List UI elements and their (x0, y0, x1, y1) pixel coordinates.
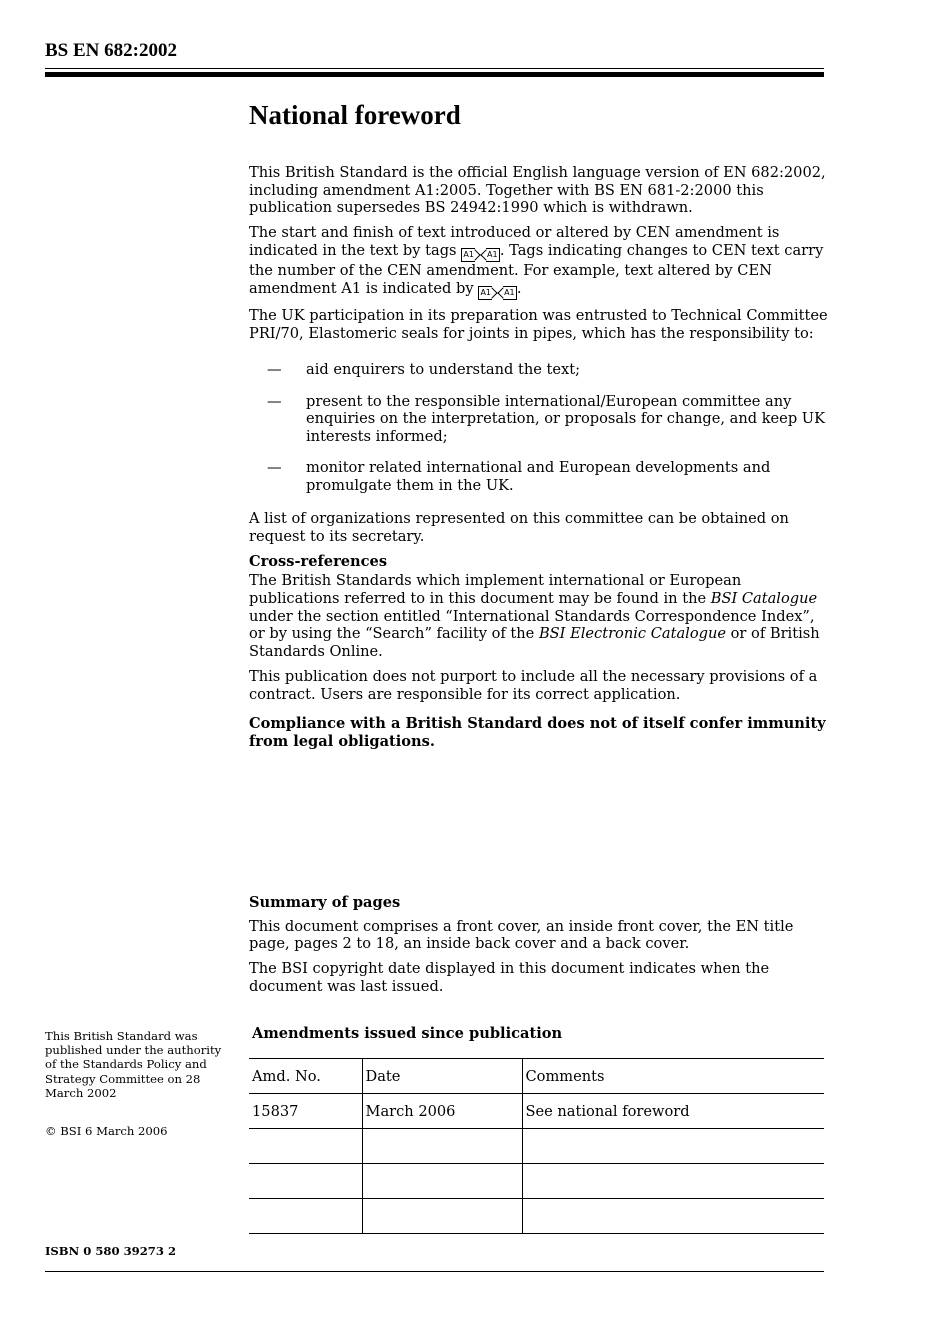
summary-section (249, 894, 829, 1003)
comments-cell (522, 1164, 824, 1199)
committee-paragraph: The UK participation in its preparation was entrusted to Technical Committee PRI/70, Elastomeric seals for joints in pipes, which has the responsibility to: (249, 307, 828, 342)
document-id: BS EN 682:2002 (45, 40, 177, 61)
list-item-text: monitor related international and European developments and promulgate them in the UK. (306, 458, 771, 494)
tags-text-2: . Tags indicating changes to CEN text carry the number of the CEN amendment. For example, text altered by CEN amendment A1 is indicated by (249, 241, 824, 297)
amd-no-cell (249, 1129, 362, 1164)
header-rule-thin (45, 68, 824, 69)
amendments-table (249, 1058, 824, 1234)
bsi-electronic-catalogue-title: BSI Electronic Catalogue (538, 625, 726, 643)
comments-cell (522, 1129, 824, 1164)
dash-bullet: — (267, 361, 282, 379)
list-item (249, 393, 829, 446)
dash-bullet: — (267, 392, 282, 410)
header-rule-thick (45, 72, 824, 77)
xref-text-b: under the section entitled “International Standards Correspondence Index”, or by using the “Search” facility of the (249, 607, 815, 643)
dash-bullet: — (267, 458, 282, 476)
footer-rule (45, 1271, 824, 1272)
amendment-open-tag-icon: A1 (478, 286, 492, 300)
isbn: ISBN 0 580 39273 2 (45, 1244, 177, 1258)
amendment-tags-paragraph (249, 224, 829, 299)
column-header-amd-no: Amd. No. (249, 1059, 362, 1094)
amendment-close-tag-icon: A1 (503, 286, 517, 300)
xref-text-c: or of British Standards Online. (249, 625, 820, 660)
list-item (249, 361, 829, 379)
comments-cell: See national foreword (522, 1094, 824, 1129)
amd-no-cell (249, 1164, 362, 1199)
column-header-date: Date (362, 1059, 522, 1094)
date-cell: March 2006 (362, 1094, 522, 1129)
tags-text-3: . (516, 279, 522, 297)
table-row (249, 1199, 824, 1234)
publication-note: This British Standard was published under the authority of the Standards Policy and Strategy Committee on 28 March 2002 (45, 1029, 222, 1100)
list-item-text: present to the responsible international/European committee any enquiries on the interpretation, or proposals for change, and keep UK interests informed; (306, 392, 826, 445)
provisions-paragraph: This publication does not purport to include all the necessary provisions of a contract. Users are responsible for its correct application. (249, 668, 818, 703)
date-cell (362, 1199, 522, 1234)
amendments-table-title: Amendments issued since publication (252, 1025, 563, 1042)
compliance-statement: Compliance with a British Standard does not of itself confer immunity from legal obligations. (249, 715, 826, 750)
foreword-body (249, 164, 829, 758)
date-cell (362, 1164, 522, 1199)
table-header-row (249, 1059, 824, 1094)
amendment-close-tag-icon: A1 (486, 248, 500, 262)
amd-no-cell (249, 1199, 362, 1234)
list-item (249, 459, 829, 494)
tags-text-1: The start and finish of text introduced or altered by CEN amendment is indicated in the text by tags (249, 224, 780, 259)
page-title: National foreword (249, 100, 461, 130)
intro-paragraph: This British Standard is the official English language version of EN 682:2002, including amendment A1:2005. Together with BS EN 681-2:2000 this publication supersedes BS 24942:1990 which is withdrawn. (249, 164, 826, 217)
table-row (249, 1129, 824, 1164)
comments-cell (522, 1199, 824, 1234)
copyright-line: © BSI 6 March 2006 (45, 1124, 168, 1138)
list-item-text: aid enquirers to understand the text; (306, 361, 581, 379)
table-row (249, 1094, 824, 1129)
xref-text-a: The British Standards which implement international or European publications referred to in this document may be found in the (249, 572, 742, 608)
column-header-comments: Comments (522, 1059, 824, 1094)
table-row (249, 1164, 824, 1199)
summary-heading: Summary of pages (249, 894, 401, 911)
bsi-catalogue-title: BSI Catalogue (710, 590, 818, 608)
amendment-open-tag-icon: A1 (461, 248, 475, 262)
organizations-paragraph: A list of organizations represented on this committee can be obtained on request to its secretary. (249, 510, 789, 545)
summary-paragraph: This document comprises a front cover, an inside front cover, the EN title page, pages 2 to 18, an inside back cover and a back cover. (249, 917, 794, 953)
cross-references-paragraph (249, 572, 829, 660)
date-cell (362, 1129, 522, 1164)
cross-references-heading: Cross-references (249, 552, 388, 570)
responsibility-list (249, 361, 829, 494)
copyright-date-paragraph: The BSI copyright date displayed in this document indicates when the document was last issued. (249, 960, 770, 995)
amd-no-cell: 15837 (249, 1094, 362, 1129)
